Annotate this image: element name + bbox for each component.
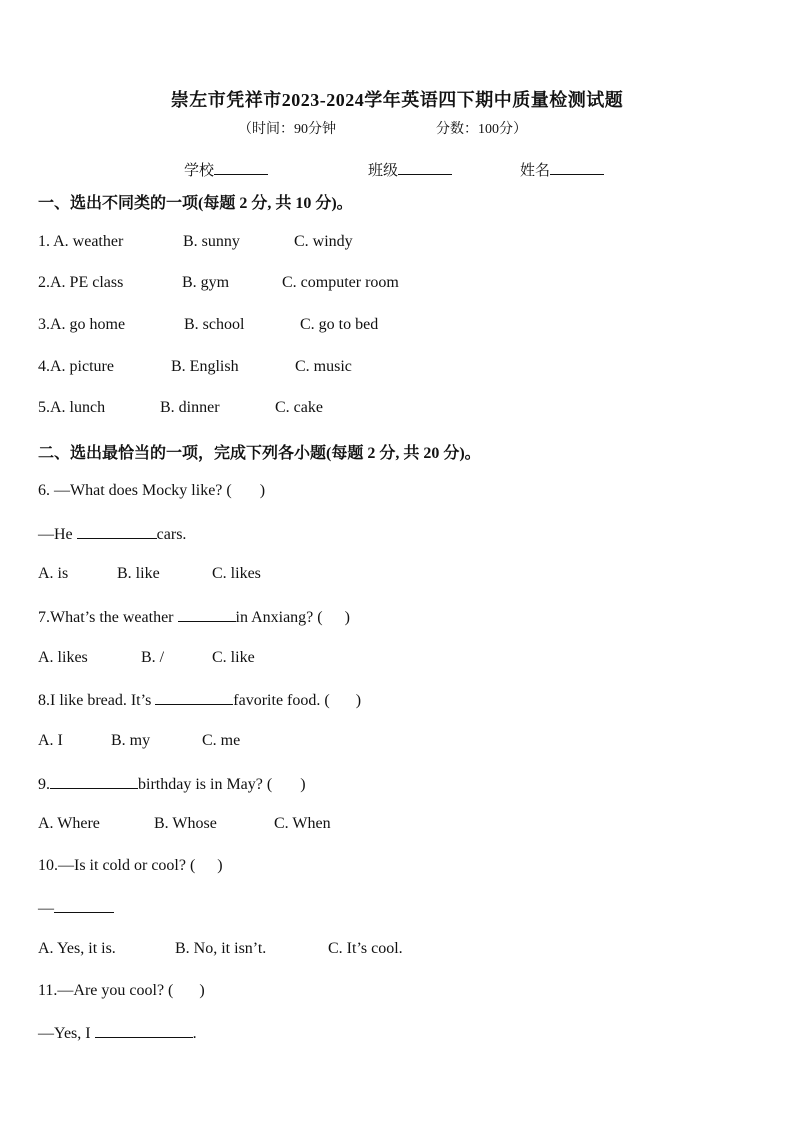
exam-subtitle bbox=[238, 118, 527, 138]
exam-score: 分数：100分） bbox=[436, 122, 527, 137]
question-6-answer bbox=[38, 524, 186, 544]
q5-option-a: 5.A. lunch bbox=[38, 399, 106, 416]
class-label: 班级 bbox=[368, 163, 399, 179]
question-4 bbox=[38, 358, 352, 376]
q10-option-a: A. Yes, it is. bbox=[38, 940, 116, 957]
question-6-options bbox=[38, 565, 261, 583]
q11-answer-prefix: —Yes, I bbox=[38, 1025, 95, 1042]
q5-option-c: C. cake bbox=[275, 399, 323, 416]
question-3 bbox=[38, 316, 378, 334]
q10-blank bbox=[54, 898, 114, 913]
section2-heading: 二、选出最恰当的一项，完成下列各小题(每题 2 分, 共 20 分)。 bbox=[38, 445, 481, 462]
question-8-stem bbox=[38, 690, 361, 710]
q1-option-c: C. windy bbox=[294, 233, 353, 250]
name-blank bbox=[550, 160, 604, 175]
q1-option-b: B. sunny bbox=[183, 233, 240, 250]
question-2 bbox=[38, 274, 399, 292]
q8-option-c: C. me bbox=[202, 732, 241, 749]
question-6-stem bbox=[38, 482, 265, 500]
question-10-answer bbox=[38, 898, 114, 918]
q8-blank bbox=[155, 690, 233, 705]
q7-stem-prefix: 7.What’s the weather bbox=[38, 609, 178, 626]
q3-option-b: B. school bbox=[184, 316, 245, 333]
q7-blank bbox=[178, 607, 236, 622]
q9-blank bbox=[50, 774, 138, 789]
name-label: 姓名 bbox=[520, 163, 551, 179]
q2-option-a: 2.A. PE class bbox=[38, 274, 124, 291]
school-field bbox=[184, 159, 268, 180]
q2-option-c: C. computer room bbox=[282, 274, 399, 291]
q9-option-b: B. Whose bbox=[154, 815, 217, 832]
q7-option-b: B. / bbox=[141, 649, 165, 666]
q8-stem-prefix: 8.I like bread. It’s bbox=[38, 692, 156, 709]
q9-close-paren: ) bbox=[300, 776, 306, 793]
q7-option-a: A. likes bbox=[38, 649, 88, 666]
q11-stem-text: 11.—Are you cool? ( bbox=[38, 982, 174, 999]
question-7-stem bbox=[38, 607, 350, 627]
q6-answer-prefix: —He bbox=[38, 526, 77, 543]
question-9-stem bbox=[38, 774, 306, 794]
q6-stem-text: 6. —What does Mocky like? ( bbox=[38, 482, 232, 499]
q10-answer-prefix: — bbox=[38, 900, 54, 917]
q4-option-b: B. English bbox=[171, 358, 239, 375]
section1-heading: 一、选出不同类的一项(每题 2 分, 共 10 分)。 bbox=[38, 195, 353, 212]
school-label: 学校 bbox=[184, 163, 215, 179]
question-7-options bbox=[38, 649, 255, 667]
q6-option-a: A. is bbox=[38, 565, 69, 582]
class-field bbox=[368, 159, 452, 180]
q7-stem-suffix: in Anxiang? ( bbox=[235, 609, 323, 626]
question-10-stem bbox=[38, 857, 223, 875]
q8-option-a: A. I bbox=[38, 732, 63, 749]
q7-close-paren: ) bbox=[344, 609, 350, 626]
q9-stem-suffix: birthday is in May? ( bbox=[138, 776, 273, 793]
exam-title: 崇左市凭祥市2023-2024学年英语四下期中质量检测试题 bbox=[170, 90, 624, 110]
q6-option-c: C. likes bbox=[212, 565, 261, 582]
q8-stem-suffix: favorite food. ( bbox=[233, 692, 330, 709]
q4-option-c: C. music bbox=[295, 358, 352, 375]
q10-close-paren: ) bbox=[217, 857, 223, 874]
q4-option-a: 4.A. picture bbox=[38, 358, 114, 375]
q8-close-paren: ) bbox=[355, 692, 362, 709]
question-11-answer bbox=[38, 1023, 197, 1043]
q1-option-a: 1. A. weather bbox=[38, 233, 124, 250]
q3-option-a: 3.A. go home bbox=[38, 316, 126, 333]
q9-option-c: C. When bbox=[274, 815, 331, 832]
question-9-options bbox=[38, 815, 331, 833]
q9-stem-prefix: 9. bbox=[38, 776, 50, 793]
question-8-options bbox=[38, 732, 240, 750]
class-blank bbox=[398, 160, 452, 175]
q9-option-a: A. Where bbox=[38, 815, 100, 832]
q2-option-b: B. gym bbox=[182, 274, 230, 291]
q8-option-b: B. my bbox=[111, 732, 151, 749]
question-1 bbox=[38, 233, 353, 251]
q10-stem-text: 10.—Is it cold or cool? ( bbox=[38, 857, 196, 874]
q7-option-c: C. like bbox=[212, 649, 255, 666]
exam-time: （时间：90分钟 bbox=[238, 122, 336, 137]
question-5 bbox=[38, 399, 323, 417]
q10-option-c: C. It’s cool. bbox=[328, 940, 403, 957]
question-10-options bbox=[38, 940, 403, 958]
q11-answer-suffix: . bbox=[192, 1025, 197, 1042]
name-field bbox=[520, 159, 604, 180]
q6-close-paren: ) bbox=[259, 482, 266, 499]
q6-option-b: B. like bbox=[117, 565, 160, 582]
q11-blank bbox=[95, 1023, 193, 1038]
q3-option-c: C. go to bed bbox=[300, 316, 379, 333]
q5-option-b: B. dinner bbox=[160, 399, 220, 416]
q6-answer-suffix: cars. bbox=[156, 526, 187, 543]
q6-blank bbox=[77, 524, 157, 539]
q10-option-b: B. No, it isn’t. bbox=[175, 940, 267, 957]
question-11-stem bbox=[38, 982, 205, 1000]
q11-close-paren: ) bbox=[199, 982, 205, 999]
school-blank bbox=[214, 160, 268, 175]
